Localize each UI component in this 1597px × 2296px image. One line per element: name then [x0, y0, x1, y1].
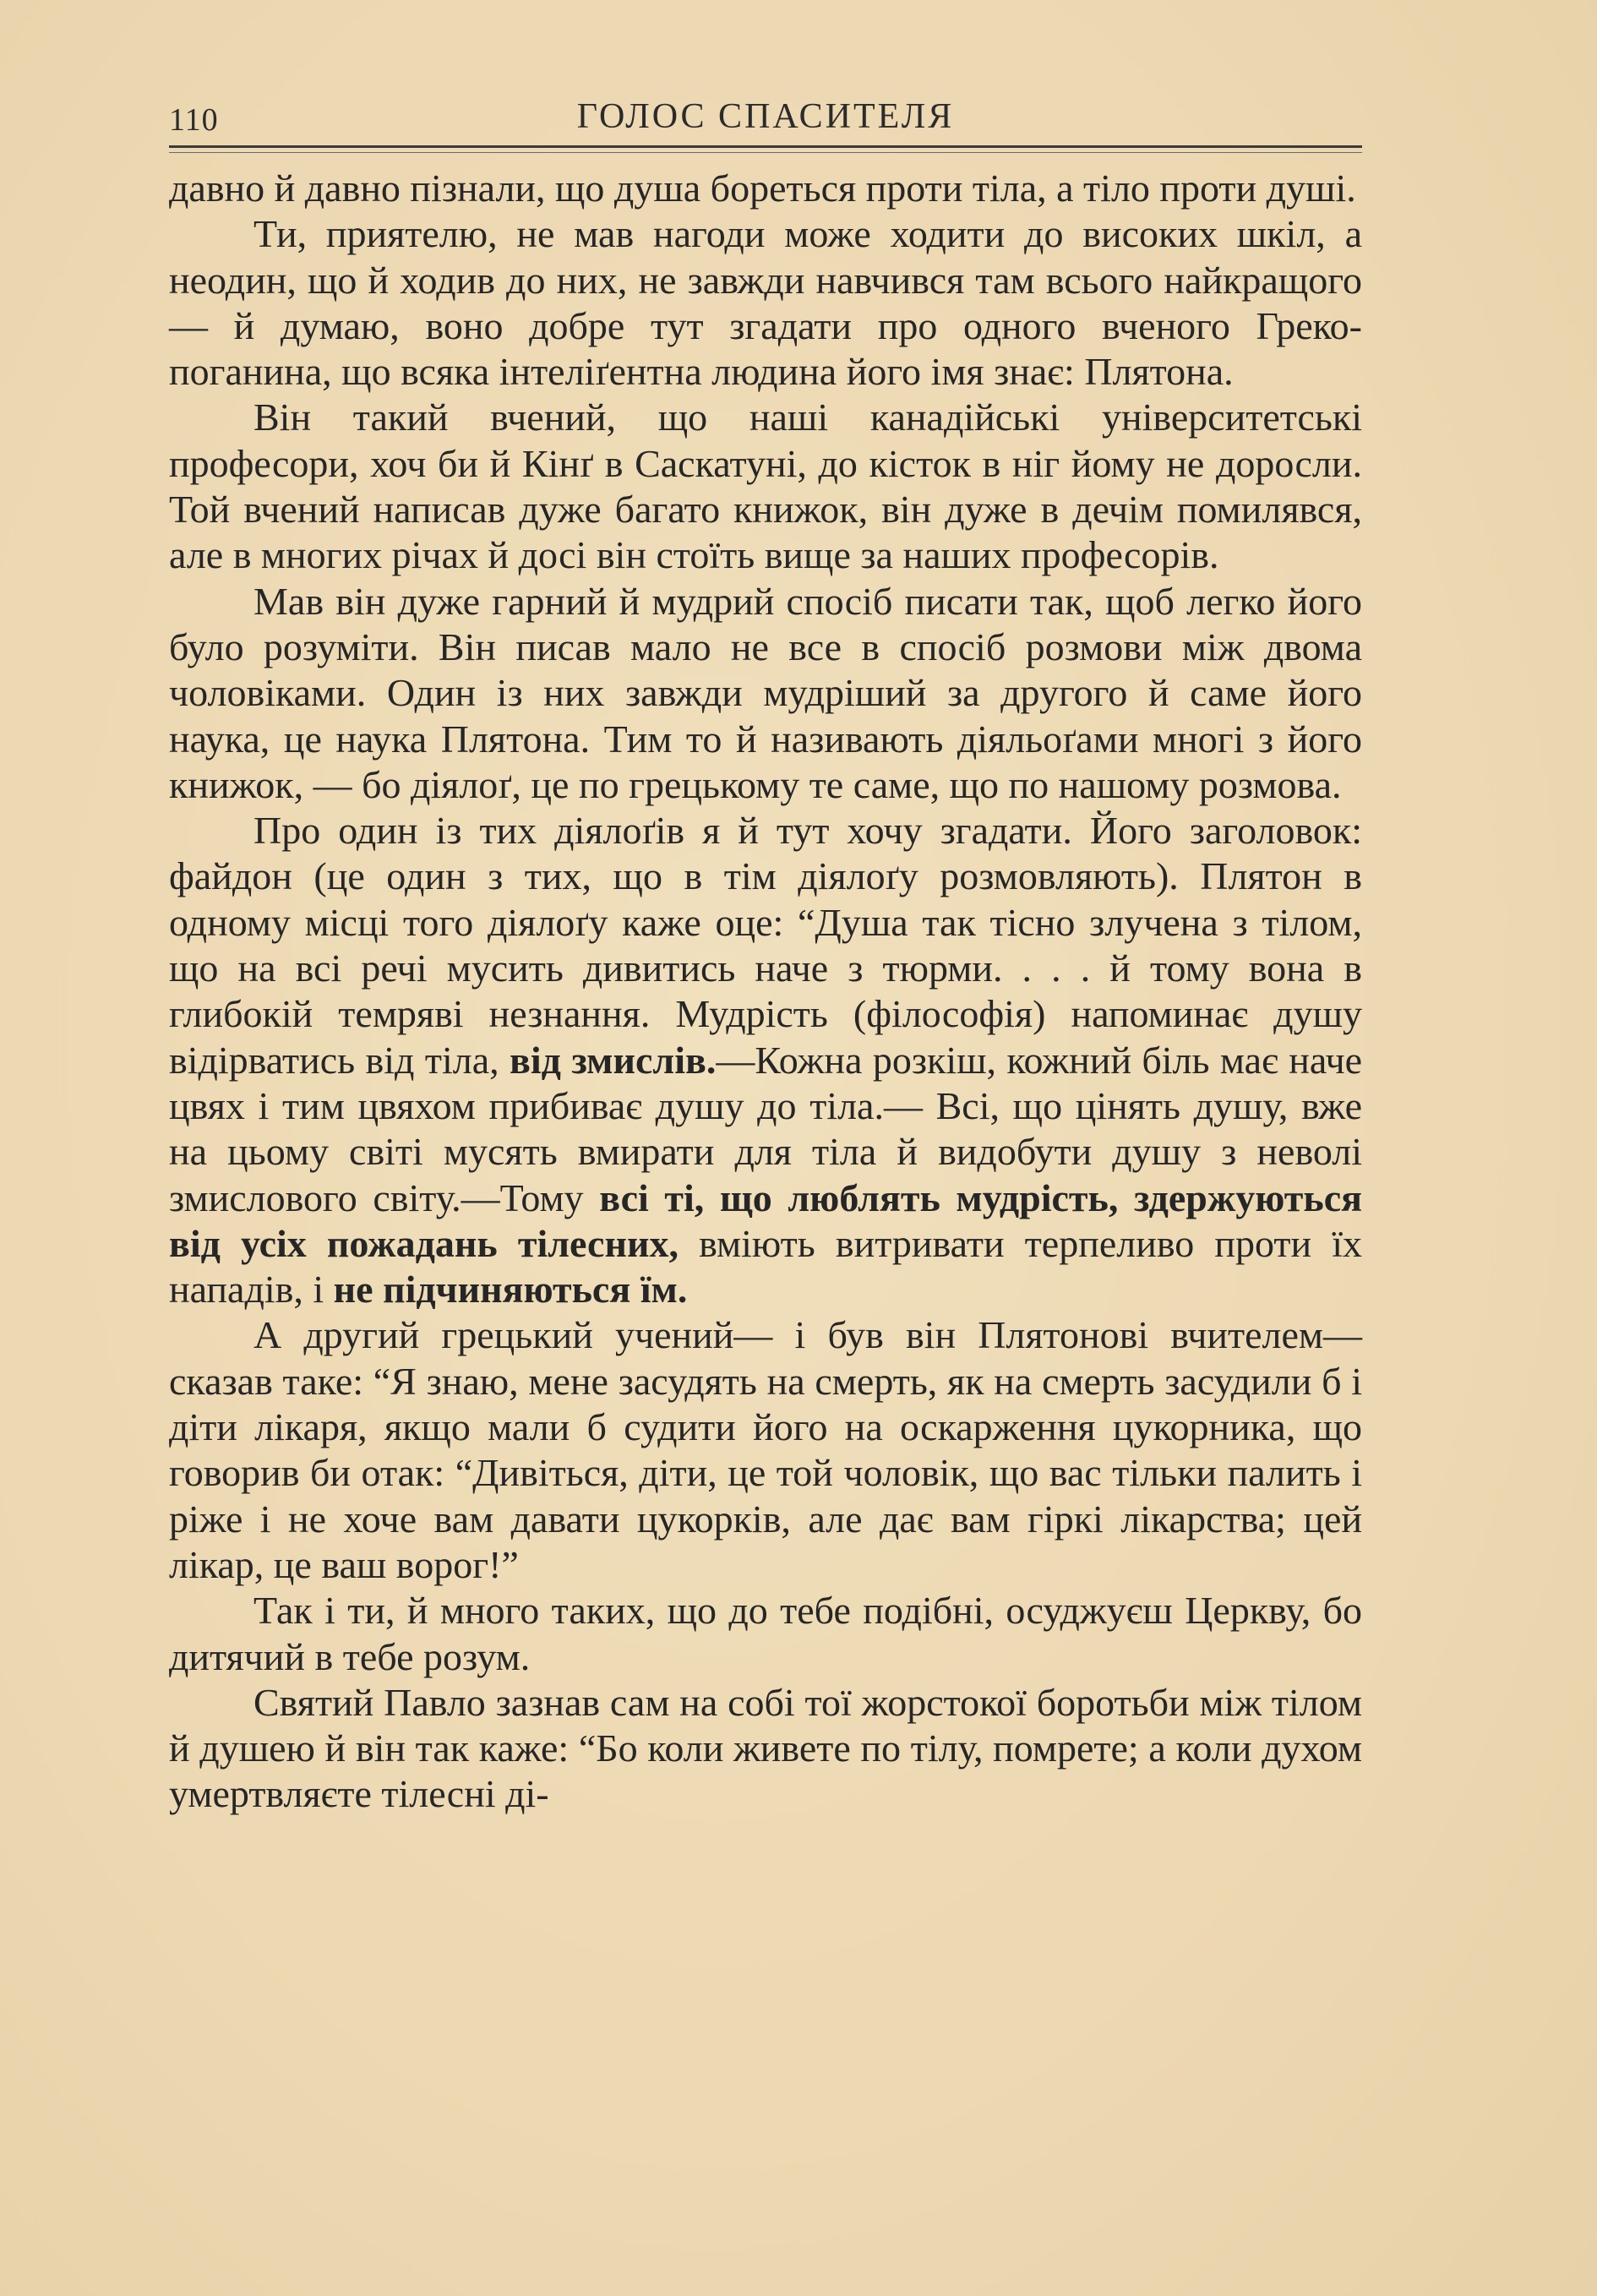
paragraph-6: А другий грецький учений— і був він Плятонові вчителем—сказав таке: “Я знаю, мене засудять на смерть, як на смерть засудили б і діти лікаря, якщо мали б судити його на оскарження цукорника, що говорив би отак: “Дивіться, діти, це той чоловік, що вас тільки палить і ріже і не хоче вам давати цукорків, але дає вам гіркі лікарства; цей лікар, це ваш ворог!”: [169, 1313, 1362, 1586]
page-header: [169, 93, 1362, 144]
paragraph-5-text-3: вміють витривати терпеливо проти їх нападів, і: [169, 1221, 1362, 1312]
paragraph-1: давно й давно пізнали, що душа бореться проти тіла, а тіло проти душі.: [169, 166, 1356, 210]
paragraph-2: Ти, приятелю, не мав нагоди може ходити до високих шкіл, а неодин, що й ходив до них, не завжди навчився там всього найкращого— й думаю, воно добре тут згадати про одного вченого Греко-поганина, що всяка інтеліґентна людина його імя знає: Плятона.: [169, 212, 1362, 394]
paragraph-5-bold-2: всі ті, що люблять мудрість, здержуються від усіх пожадань тілесних,: [169, 1175, 1362, 1265]
paragraph-7: Так і ти, й много таких, що до тебе подібні, осуджуєш Церкву, бо дитячий в тебе розум.: [169, 1589, 1362, 1678]
paragraph-4: Мав він дуже гарний й мудрий спосіб писати так, щоб легко його було розуміти. Він писав мало не все в спосіб розмови між двома чоловіками. Один із них завжди мудріший за другого й саме його наука, це наука Плятона. Тим то й називають діяльоґами многі з його книжок, — бо діялоґ, це по грецькому те саме, що по нашому розмова.: [169, 579, 1362, 806]
paragraph-8: Святий Павло зазнав сам на собі тої жорстокої боротьби між тілом й душею й він так каже: “Бо коли живете по тілу, помрете; а коли духом умертвляєте тілесні ді-: [169, 1680, 1362, 1816]
paragraph-3: Він такий вчений, що наші канадійські університетські професори, хоч би й Кінґ в Саскатуні, до кісток в ніг йому не доросли. Той вчений написав дуже багато книжок, він дуже в дечім помилявся, але в многих річах й досі він стоїть вище за наших професорів.: [169, 395, 1362, 577]
running-title: ГОЛОС СПАСИТЕЛЯ: [576, 97, 955, 136]
body-text: [169, 166, 1362, 1818]
header-rule: [169, 145, 1362, 148]
paragraph-5-text-2: —Кожна розкіш, кожний біль має наче цвях і тим цвяхом прибиває душу до тіла.— Всі, що цінять душу, вже на цьому світі мусять вмирати для тіла й видобути душу з неволі змислового світу.—Тому: [169, 1038, 1362, 1219]
paragraph-5: [169, 808, 1362, 1312]
page-number: 110: [169, 102, 219, 138]
paragraph-5-bold-3: не підчиняються їм.: [333, 1268, 688, 1312]
paragraph-5-text-1: Про один із тих діялоґів я й тут хочу згадати. Його заголовок: файдон (це один з тих, що в тім діялоґу розмовляють). Плятон в одному місці того діялоґу каже оце: “Душа так тісно злучена з тілом, що на всі речі мусить дивитись наче з тюрми. . . . й тому вона в глибокій темряві незнання. Мудрість (філософія) напоминає душу відірватись від тіла,: [169, 809, 1362, 1082]
header-rule-thin: [169, 152, 1362, 153]
paragraph-5-bold-1: від змислів.: [510, 1038, 717, 1082]
